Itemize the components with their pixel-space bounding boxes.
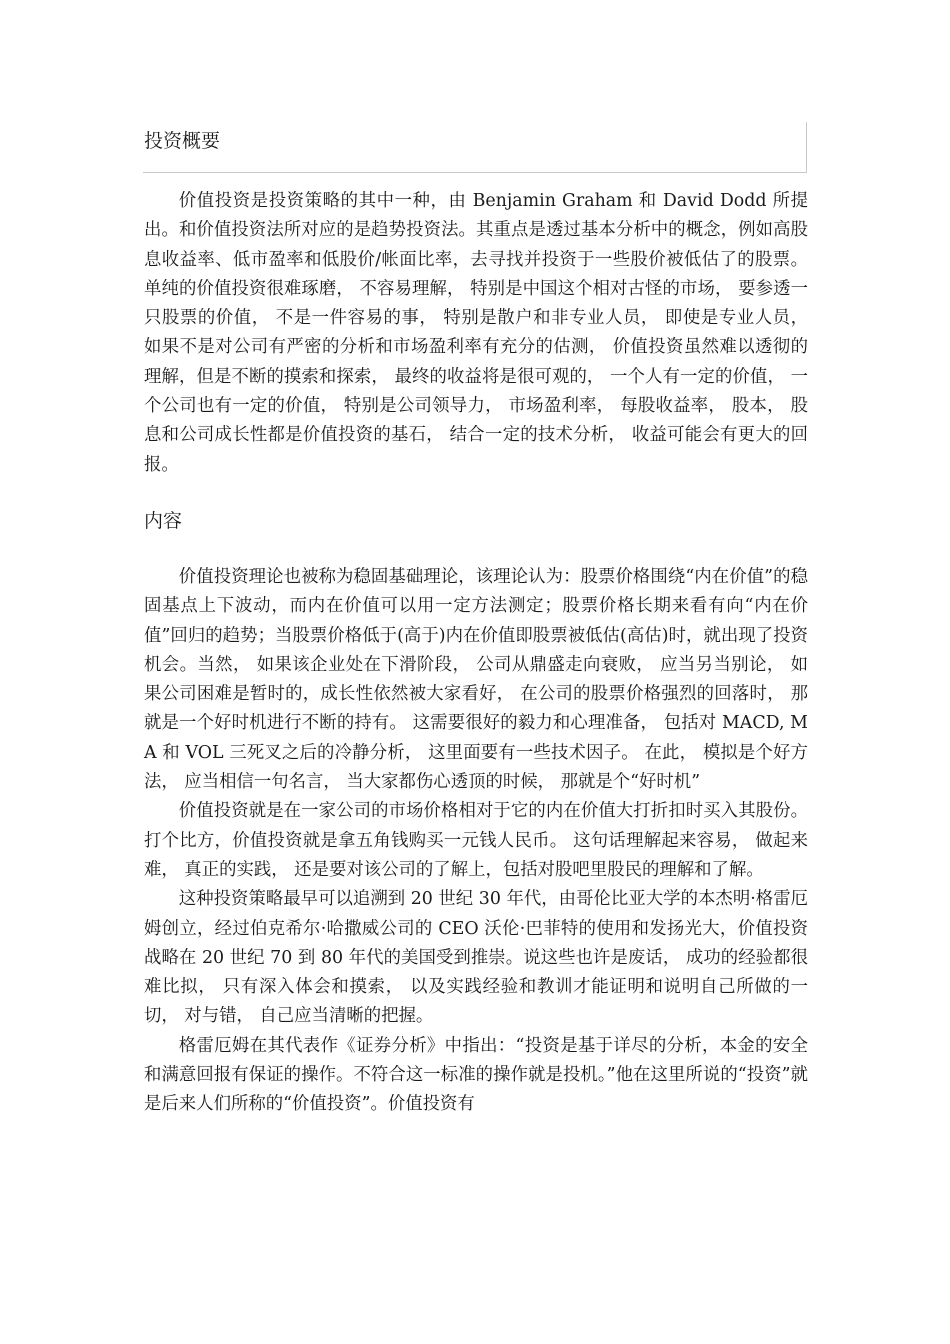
- intro-paragraph: 价值投资是投资策略的其中一种，由 Benjamin Graham 和 David Dodd 所提出。和价值投资法所对应的是趋势投资法。其重点是透过基本分析中的概念，例如高股息收益率、低市盈率和低股价/帐面比率，去寻找并投资于一些股价被低估了的股票。 单纯的价值投资很难琢磨， 不容易理解， 特别是中国这个相对古怪的市场， 要参透一只股票的价值， 不是一件容易的事， 特别是散户和非专业人员， 即使是专业人员， 如果不是对公司有严密的分析和市场盈利率有充分的估测， 价值投资虽然难以透彻的理解，但是不断的摸索和探索， 最终的收益将是很可观的， 一个人有一定的价值， 一个公司也有一定的价值， 特别是公司领导力， 市场盈利率， 每股收益率， 股本， 股息和公司成长性都是价值投资的基石， 结合一定的技术分析， 收益可能会有更大的回报。: [144, 191, 808, 475]
- content-paragraph-4: 格雷厄姆在其代表作《证券分析》中指出：“投资是基于详尽的分析，本金的安全和满意回报有保证的操作。不符合这一标准的操作就是投机。”他在这里所说的“投资”就是后来人们所称的“价值投资”。价值投资有: [144, 1035, 808, 1115]
- intro-section: [144, 187, 808, 480]
- section-heading: 内容: [144, 510, 183, 532]
- content-paragraph-3: 这种投资策略最早可以追溯到 20 世纪 30 年代，由哥伦比亚大学的本杰明·格雷厄姆创立，经过伯克希尔·哈撒威公司的 CEO 沃伦·巴菲特的使用和发扬光大，价值投资战略在 20 世纪 70 到 80 年代的美国受到推崇。说这些也许是废话， 成功的经验都很难比拟， 只有深入体会和摸索， 以及实践经验和教训才能证明和说明自己所做的一切， 对与错， 自己应当清晰的把握。: [144, 889, 808, 1027]
- title-box: [143, 122, 807, 173]
- content-section: [144, 563, 808, 1120]
- page-title: 投资概要: [144, 130, 221, 152]
- content-paragraph-2: 价值投资就是在一家公司的市场价格相对于它的内在价值大打折扣时买入其股份。打个比方，价值投资就是拿五角钱购买一元钱人民币。 这句话理解起来容易， 做起来难， 真正的实践， 还是要对该公司的了解上，包括对股吧里股民的理解和了解。: [144, 801, 808, 880]
- content-paragraph-1: 价值投资理论也被称为稳固基础理论，该理论认为：股票价格围绕“内在价值”的稳固基点上下波动，而内在价值可以用一定方法测定；股票价格长期来看有向“内在价值”回归的趋势；当股票价格低于(高于)内在价值即股票被低估(高估)时，就出现了投资机会。当然， 如果该企业处在下滑阶段， 公司从鼎盛走向衰败， 应当另当别论， 如果公司困难是暂时的，成长性依然被大家看好， 在公司的股票价格强烈的回落时， 那就是一个好时机进行不断的持有。 这需要很好的毅力和心理准备， 包括对 MACD, MA 和 VOL 三死叉之后的冷静分析， 这里面要有一些技术因子。 在此， 模拟是个好方法， 应当相信一句名言， 当大家都伤心透顶的时候， 那就是个“好时机”: [144, 567, 808, 793]
